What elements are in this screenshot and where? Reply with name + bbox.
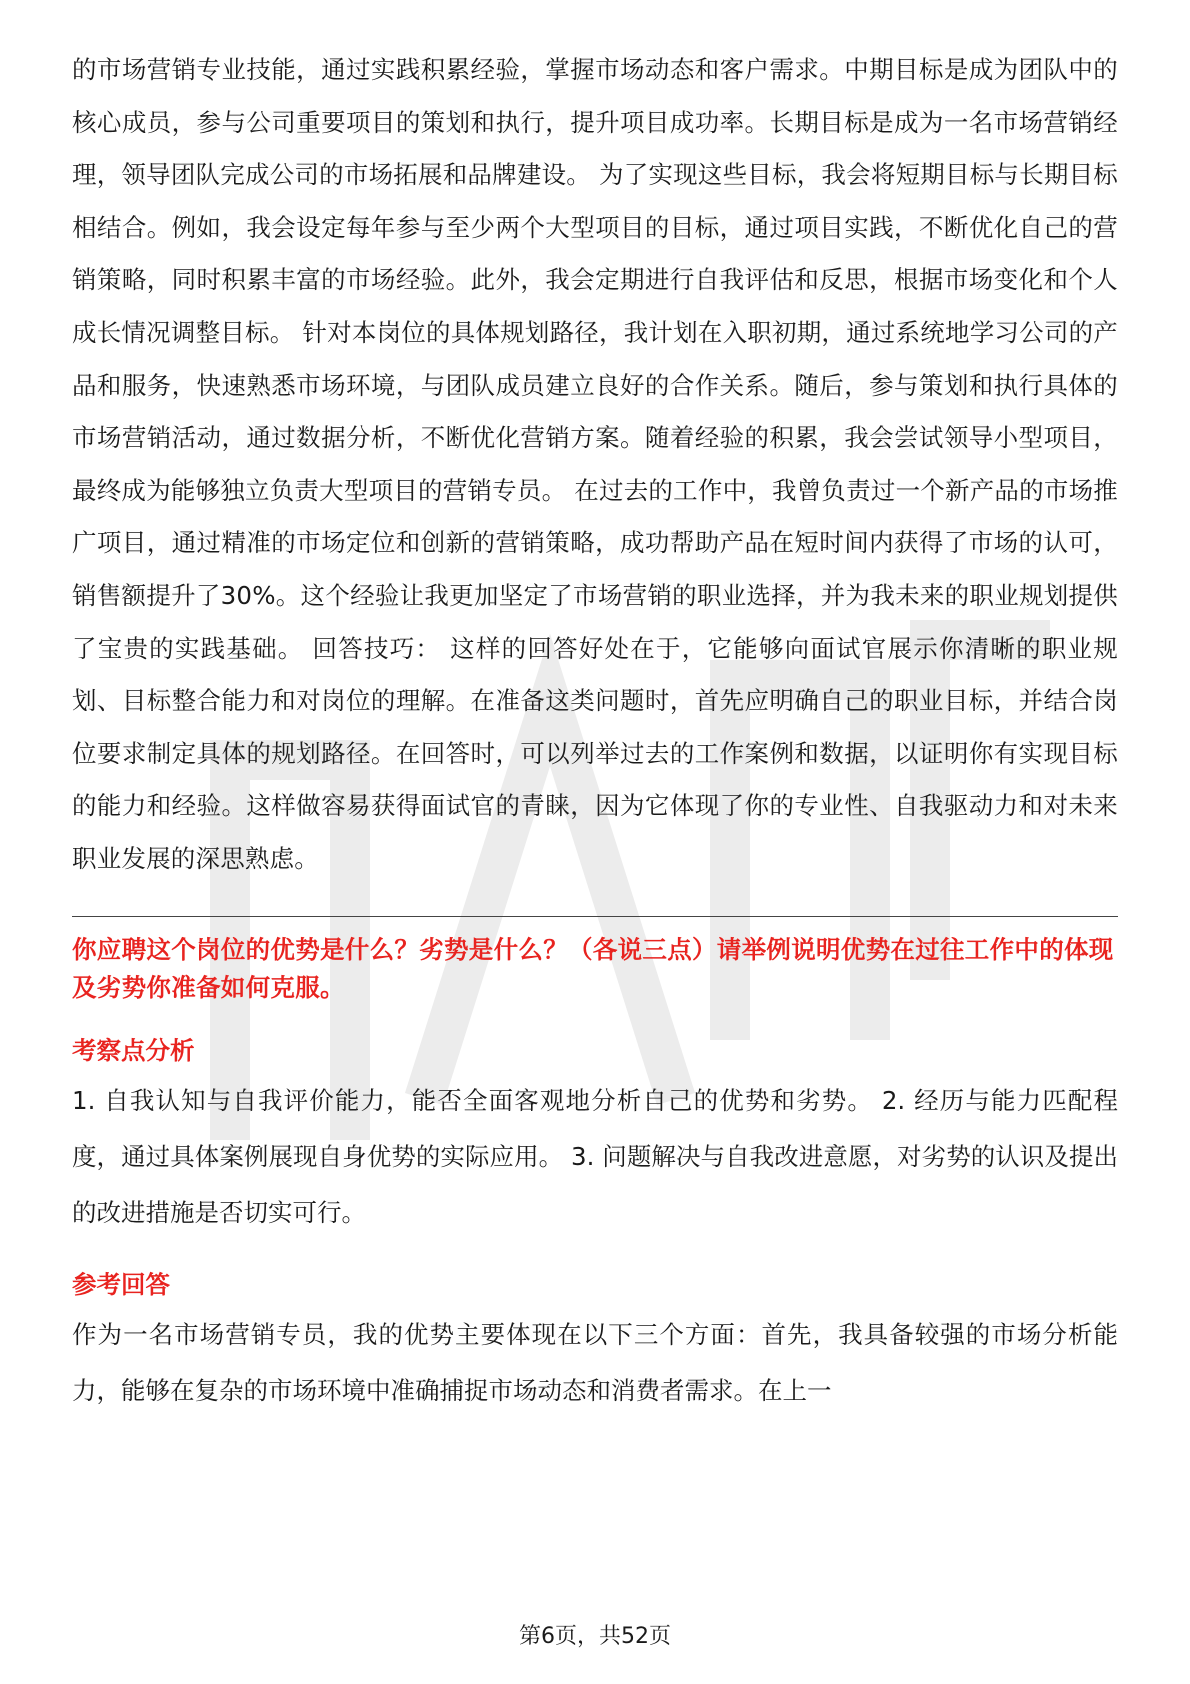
analysis-heading: 考察点分析	[72, 1035, 195, 1065]
section-divider	[72, 916, 1118, 917]
answer-text: 作为一名市场营销专员，我的优势主要体现在以下三个方面：首先，我具备较强的市场分析能力，能够在复杂的市场环境中准确捕捉市场动态和消费者需求。在上一	[72, 1319, 1118, 1405]
question-title: 你应聘这个岗位的优势是什么？劣势是什么？（各说三点）请举例说明优势在过往工作中的体现及劣势你准备如何克服。	[72, 934, 1114, 1002]
intro-paragraph: 的市场营销专业技能，通过实践积累经验，掌握市场动态和客户需求。中期目标是成为团队中的核心成员，参与公司重要项目的策划和执行，提升项目成功率。长期目标是成为一名市场营销经理，领导团队完成公司的市场拓展和品牌建设。 为了实现这些目标，我会将短期目标与长期目标相结合。例如，我会设定每年参与至少两个大型项目的目标，通过项目实践，不断优化自己的营销策略，同时积累丰富的市场经验。此外，我会定期进行自我评估和反思，根据市场变化和个人成长情况调整目标。 针对本岗位的具体规划路径，我计划在入职初期，通过系统地学习公司的产品和服务，快速熟悉市场环境，与团队成员建立良好的合作关系。随后，参与策划和执行具体的市场营销活动，通过数据分析，不断优化营销方案。随着经验的积累，我会尝试领导小型项目，最终成为能够独立负责大型项目的营销专员。 在过去的工作中，我曾负责过一个新产品的市场推广项目，通过精准的市场定位和创新的营销策略，成功帮助产品在短时间内获得了市场的认可，销售额提升了30%。这个经验让我更加坚定了市场营销的职业选择，并为我未来的职业规划提供了宝贵的实践基础。 回答技巧： 这样的回答好处在于，它能够向面试官展示你清晰的职业规划、目标整合能力和对岗位的理解。在准备这类问题时，首先应明确自己的职业目标，并结合岗位要求制定具体的规划路径。在回答时，可以列举过去的工作案例和数据，以证明你有实现目标的能力和经验。这样做容易获得面试官的青睐，因为它体现了你的专业性、自我驱动力和对未来职业发展的深思熟虑。	[72, 55, 1118, 873]
answer-heading: 参考回答	[72, 1269, 170, 1299]
document-page	[72, 44, 1118, 1419]
page-number: 第6页，共52页	[519, 1624, 671, 1649]
analysis-text: 1. 自我认知与自我评价能力，能否全面客观地分析自己的优势和劣势。 2. 经历与能力匹配程度，通过具体案例展现自身优势的实际应用。 3. 问题解决与自我改进意愿，对劣势的认识及提出的改进措施是否切实可行。	[72, 1085, 1118, 1227]
